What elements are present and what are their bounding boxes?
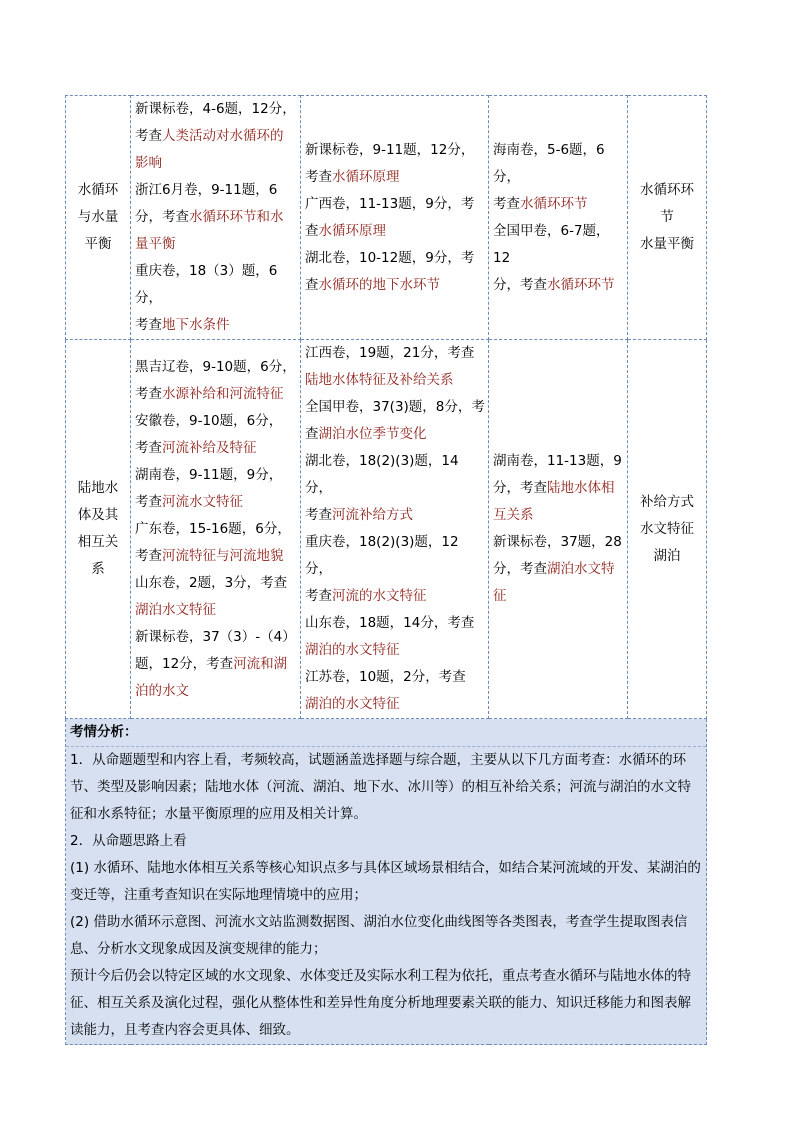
- summary-line: 水文特征: [640, 520, 694, 537]
- exam-entry-line: [493, 191, 624, 218]
- exam-entry-line: [135, 354, 297, 381]
- exam-entry-line: [305, 637, 485, 664]
- exam-entry-line: [135, 312, 297, 339]
- entry-text: 湖南卷，9-11题，9分，: [135, 466, 283, 483]
- exam-entry-line: [305, 394, 485, 421]
- analysis-title: 考情分析：: [70, 724, 138, 740]
- entry-text: 广西卷，11-13题，9分，考: [305, 195, 475, 212]
- exam-entry-line: [305, 664, 485, 691]
- analysis-paragraph: (1) 水循环、陆地水体相互关系等核心知识点多与具体区域场景相结合，如结合某河流域的开发、某湖泊的变迁等，注重考查知识在实际地理情境中的应用；: [70, 860, 701, 903]
- exam-table: [65, 95, 707, 1045]
- exam-entry-line: [135, 624, 297, 651]
- exam-entry-line: [135, 489, 297, 516]
- entry-text: 浙江6月卷，9-11题，6: [135, 182, 278, 198]
- topic-line: 水循环: [77, 182, 119, 198]
- exam-entry-line: [305, 448, 485, 502]
- entry-topic-highlight: 影响: [135, 155, 162, 171]
- entry-topic-highlight: 陆地水体特征及补给关系: [305, 372, 454, 388]
- exam-entry-line: [135, 570, 297, 597]
- exam-entry-line: [135, 408, 297, 435]
- summary-line: 节: [660, 209, 674, 225]
- entry-text: 考查: [135, 128, 162, 144]
- exam-entry-line: [135, 258, 297, 312]
- entry-topic-highlight: 陆地水体相: [547, 480, 615, 496]
- exam-entry-line: [493, 529, 624, 556]
- exam-entry-line: [493, 475, 624, 502]
- exam-entry-line: [305, 529, 485, 583]
- exam-entry-line: [305, 691, 485, 718]
- entry-topic-highlight: 湖泊水文特: [547, 561, 615, 577]
- analysis-cell: [66, 719, 707, 1045]
- exam-analysis-page: [65, 95, 706, 1045]
- exam-entries-2022: [489, 340, 628, 719]
- exam-entries-2023: [301, 340, 489, 719]
- entry-text: 海南卷，5-6题，6分，: [493, 141, 605, 185]
- table-row: [66, 340, 707, 719]
- entry-text: 分，考查: [493, 276, 547, 293]
- entry-text: 安徽卷，9-10题，6分，: [135, 412, 283, 429]
- exam-entry-line: [305, 272, 485, 299]
- entry-text: 新课标卷，4-6题，12分，: [135, 101, 296, 117]
- exam-entry-line: [305, 610, 485, 637]
- entry-text: 全国甲卷，37(3)题，8分，考: [305, 399, 485, 415]
- analysis-paragraph: (2) 借助水循环示意图、河流水文站监测数据图、湖泊水位变化曲线图等各类图表，考查学生提取图表信息、分析水文现象成因及演变规律的能力；: [70, 914, 688, 957]
- entry-text: 查: [305, 276, 319, 293]
- analysis-paragraph: 2．从命题思路上看: [70, 833, 187, 849]
- entry-topic-highlight: 湖泊的水文特征: [305, 642, 400, 658]
- entry-topic-highlight: 湖泊的水文特征: [305, 696, 400, 712]
- entry-topic-highlight: 河流水文特征: [162, 493, 243, 510]
- entry-text: 题，12分，考查: [135, 655, 234, 672]
- topic-cell: [66, 340, 131, 719]
- entry-text: 考查: [305, 507, 332, 523]
- topic-line: 体及其: [77, 507, 119, 523]
- entry-text: 黑吉辽卷，9-10题，6分，: [135, 358, 296, 375]
- entry-text: 重庆卷，18(2)(3)题，12分，: [305, 534, 459, 577]
- exam-entry-line: [305, 421, 485, 448]
- entry-topic-highlight: 水循环原理: [332, 168, 400, 185]
- entry-text: 新课标卷，37题，28: [493, 534, 622, 550]
- entry-text: 查: [305, 222, 319, 239]
- entry-topic-highlight: 水源补给和河流特征: [162, 385, 284, 402]
- exam-entry-line: [493, 448, 624, 475]
- exam-entry-line: [305, 164, 485, 191]
- topic-line: 相互关: [77, 534, 119, 550]
- exam-entry-line: [135, 651, 297, 678]
- analysis-paragraph: 1．从命题题型和内容上看，考频较高，试题涵盖选择题与综合题，主要从以下几方面考查：水循环的环节、类型及影响因素；陆地水体（河流、湖泊、地下水、冰川等）的相互补给关系；河流与湖泊的水文特征和水系特征；水量平衡原理的应用及相关计算。: [70, 752, 691, 822]
- entry-text: 江西卷，19题，21分，考查: [305, 345, 475, 361]
- summary-line: 湖泊: [653, 547, 681, 564]
- exam-entry-line: [135, 543, 297, 570]
- summary-cell: [628, 96, 707, 340]
- entry-text: 重庆卷，18（3）题，6分，: [135, 263, 278, 306]
- entry-topic-highlight: 人类活动对水循环的: [162, 128, 284, 144]
- entry-text: 分，考查: [493, 480, 547, 496]
- entry-topic-highlight: 泊的水文: [135, 682, 189, 699]
- exam-entry-line: [135, 177, 297, 204]
- entry-text: 湖南卷，11-13题，9: [493, 453, 622, 469]
- topic-line: 系: [91, 561, 105, 577]
- entry-topic-highlight: 水循环的地下水环节: [318, 276, 440, 293]
- summary-cell: [628, 340, 707, 719]
- exam-entries-2024: [131, 340, 301, 719]
- entry-text: 考查: [135, 493, 162, 510]
- exam-entry-line: [135, 462, 297, 489]
- entry-topic-highlight: 湖泊水位季节变化: [318, 426, 427, 442]
- summary-line: 水循环环: [640, 182, 694, 198]
- entry-text: 山东卷，2题，3分，考查: [135, 574, 288, 591]
- exam-entries-2023: [301, 96, 489, 340]
- entry-topic-highlight: 河流补给方式: [332, 507, 413, 523]
- exam-entry-line: [493, 583, 624, 610]
- entry-text: 考查: [305, 588, 332, 604]
- summary-line: 水量平衡: [640, 236, 694, 252]
- entry-topic-highlight: 征: [493, 588, 507, 604]
- exam-entries-2022: [489, 96, 628, 340]
- entry-text: 湖北卷，10-12题，9分，考: [305, 249, 475, 266]
- entry-topic-highlight: 河流和湖: [233, 655, 288, 672]
- analysis-paragraph: 预计今后仍会以特定区域的水文现象、水体变迁及实际水利工程为依托，重点考查水循环与陆地水体的特征、相互关系及演化过程，强化从整体性和差异性角度分析地理要素关联的能力、知识迁移能力和图表解读能力，且考查内容会更具体、细致。: [70, 968, 691, 1038]
- topic-line: 陆地水: [77, 480, 119, 496]
- exam-entry-line: [305, 502, 485, 529]
- entry-topic-highlight: 水循环环节: [520, 195, 588, 212]
- topic-line: 平衡: [84, 236, 112, 252]
- entry-topic-highlight: 河流补给及特征: [162, 439, 257, 456]
- exam-entry-line: [135, 678, 297, 705]
- exam-entries-2024: [131, 96, 301, 340]
- summary-line: 补给方式: [640, 493, 694, 510]
- exam-entry-line: [135, 597, 297, 624]
- entry-topic-highlight: 河流的水文特征: [332, 588, 427, 604]
- exam-entry-line: [135, 516, 297, 543]
- exam-entry-line: [493, 556, 624, 583]
- exam-entry-line: [305, 191, 485, 218]
- exam-entry-line: [135, 231, 297, 258]
- exam-entry-line: [305, 218, 485, 245]
- entry-text: 考查: [135, 317, 162, 333]
- entry-text: 新课标卷，37（3）-（4）: [135, 628, 296, 645]
- analysis-row: [66, 719, 707, 1045]
- entry-text: 广东卷，15-16题，6分，: [135, 520, 291, 537]
- exam-entry-line: [493, 272, 624, 299]
- entry-text: 查: [305, 426, 319, 442]
- exam-entry-line: [305, 137, 485, 164]
- exam-entry-line: [135, 96, 297, 123]
- entry-text: 考查: [135, 547, 162, 564]
- entry-text: 新课标卷，9-11题，12分，: [305, 141, 475, 158]
- entry-text: 全国甲卷，6-7题，12: [493, 222, 610, 266]
- entry-text: 山东卷，18题，14分，考查: [305, 615, 475, 631]
- entry-topic-highlight: 水循环环节: [547, 276, 615, 293]
- entry-topic-highlight: 量平衡: [135, 236, 176, 252]
- exam-entry-line: [305, 583, 485, 610]
- exam-entry-line: [135, 204, 297, 231]
- entry-text: 分，考查: [135, 209, 189, 225]
- entry-text: 考查: [305, 168, 332, 185]
- topic-line: 与水量: [77, 209, 119, 225]
- entry-topic-highlight: 地下水条件: [162, 317, 230, 333]
- entry-text: 考查: [135, 385, 162, 402]
- exam-entry-line: [305, 367, 485, 394]
- entry-text: 分，考查: [493, 561, 547, 577]
- exam-entry-line: [493, 502, 624, 529]
- entry-text: 考查: [135, 439, 162, 456]
- exam-entry-line: [135, 435, 297, 462]
- entry-topic-highlight: 水循环原理: [318, 222, 386, 239]
- entry-text: 江苏卷，10题，2分，考查: [305, 669, 466, 685]
- exam-entry-line: [493, 137, 624, 191]
- exam-entry-line: [305, 245, 485, 272]
- entry-topic-highlight: 互关系: [493, 507, 534, 523]
- table-row: [66, 96, 707, 340]
- entry-topic-highlight: 湖泊水文特征: [135, 601, 216, 618]
- entry-text: 湖北卷，18(2)(3)题，14分，: [305, 453, 459, 496]
- entry-topic-highlight: 水循环环节和水: [189, 209, 284, 225]
- exam-entry-line: [135, 150, 297, 177]
- exam-entry-line: [135, 381, 297, 408]
- exam-entry-line: [305, 340, 485, 367]
- topic-cell: [66, 96, 131, 340]
- entry-topic-highlight: 河流特征与河流地貌: [162, 547, 284, 564]
- exam-entry-line: [135, 123, 297, 150]
- entry-text: 考查: [493, 195, 520, 212]
- exam-entry-line: [493, 218, 624, 272]
